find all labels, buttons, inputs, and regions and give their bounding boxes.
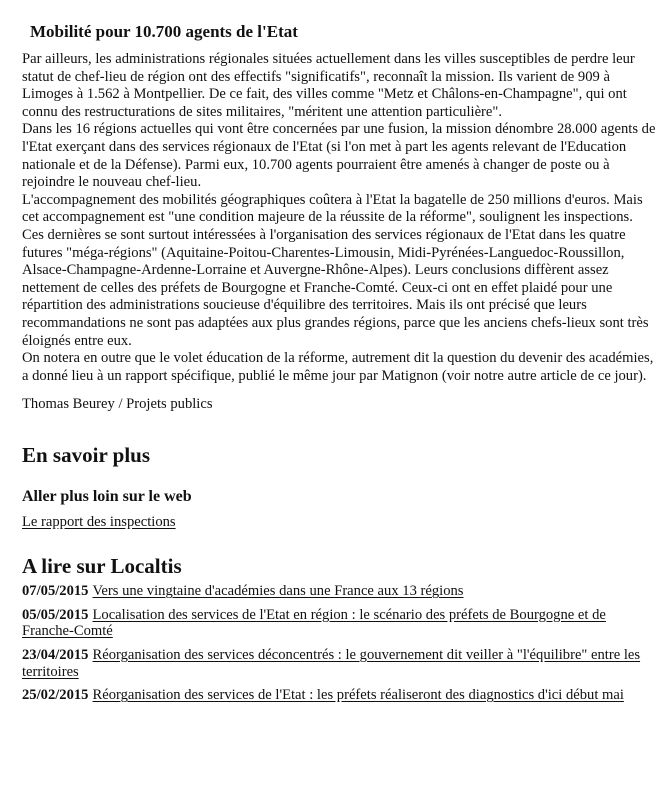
more-section-title: En savoir plus — [22, 443, 150, 468]
article-paragraph: On notera en outre que le volet éducation de la réforme, autrement dit la question du devenir des académies, a donné lieu à un rapport spécifique, publié le même jour par Matignon (voir notre autre article de ce jour). — [22, 350, 654, 384]
related-date: 25/02/2015 — [22, 687, 89, 704]
list-item — [22, 583, 657, 600]
list-item — [22, 607, 657, 640]
article-paragraph: Par ailleurs, les administrations régionales situées actuellement dans les villes susceptibles de perdre leur statut de chef-lieu de région ont des effectifs "significatifs", reconnaît la mission. Ils varient de 909 à Limoges à 1.562 à Montpellier. De ce fait, des villes comme "Metz et Châlons-en-Champagne", qui ont connu des restructurations de sites militaires, "méritent une attention particulière". — [22, 51, 635, 120]
article-paragraph: Dans les 16 régions actuelles qui vont être concernées par une fusion, la mission dénombre 28.000 agents de l'Etat exerçant dans des services régionaux de l'Etat (si l'on met à part les agents relevant de l'Education nationale et de la Défense). Parmi eux, 10.700 agents pourraient être amenés à changer de poste ou à rejoindre le nouveau chef-lieu. — [22, 121, 656, 191]
article-paragraph: Ces dernières se sont surtout intéressées à l'organisation des services régionaux de l'Etat dans les quatre futures "méga-régions" (Aquitaine-Poitou-Charentes-Limousin, Midi-Pyrénées-Languedoc-Roussillon, Alsace-Champagne-Ardenne-Lorraine et Auvergne-Rhône-Alpes). Leurs conclusions diffèrent assez nettement de celles des préfets de Bourgogne et Franche-Comté. Ceux-ci ont en effet plaidé pour une répartition des administrations soucieuse d'équilibre des territoires. Mais ils ont précisé que leurs recommandations ne sont pas adaptées aux plus grandes régions, parce que les anciens chefs-lieux sont très éloignés entre eux. — [22, 226, 649, 349]
inspections-report-link[interactable]: Le rapport des inspections — [22, 514, 176, 531]
related-section-title: A lire sur Localtis — [22, 554, 182, 579]
related-date: 07/05/2015 — [22, 583, 89, 600]
web-subsection-title: Aller plus loin sur le web — [22, 488, 192, 506]
list-item — [22, 647, 657, 680]
related-articles-list — [22, 583, 657, 704]
related-date: 23/04/2015 — [22, 647, 89, 664]
article-body — [22, 51, 657, 385]
article-author: Thomas Beurey / Projets publics — [22, 396, 213, 413]
article-paragraph: L'accompagnement des mobilités géographiques coûtera à l'Etat la bagatelle de 250 millions d'euros. Mais cet accompagnement est "une condition majeure de la réussite de la réforme", soulignent les inspections. — [22, 191, 643, 226]
related-article-link[interactable]: Vers une vingtaine d'académies dans une France aux 13 régions — [92, 583, 464, 600]
related-article-link[interactable]: Réorganisation des services de l'Etat : les préfets réaliseront des diagnostics d'ici début mai — [92, 687, 624, 704]
list-item — [22, 687, 657, 704]
related-article-link[interactable]: Localisation des services de l'Etat en région : le scénario des préfets de Bourgogne et de Franche-Comté — [22, 606, 606, 640]
related-article-link[interactable]: Réorganisation des services déconcentrés : le gouvernement dit veiller à "l'équilibre" entre les territoires — [22, 647, 641, 680]
related-date: 05/05/2015 — [22, 606, 89, 623]
article-title: Mobilité pour 10.700 agents de l'Etat — [30, 22, 298, 41]
